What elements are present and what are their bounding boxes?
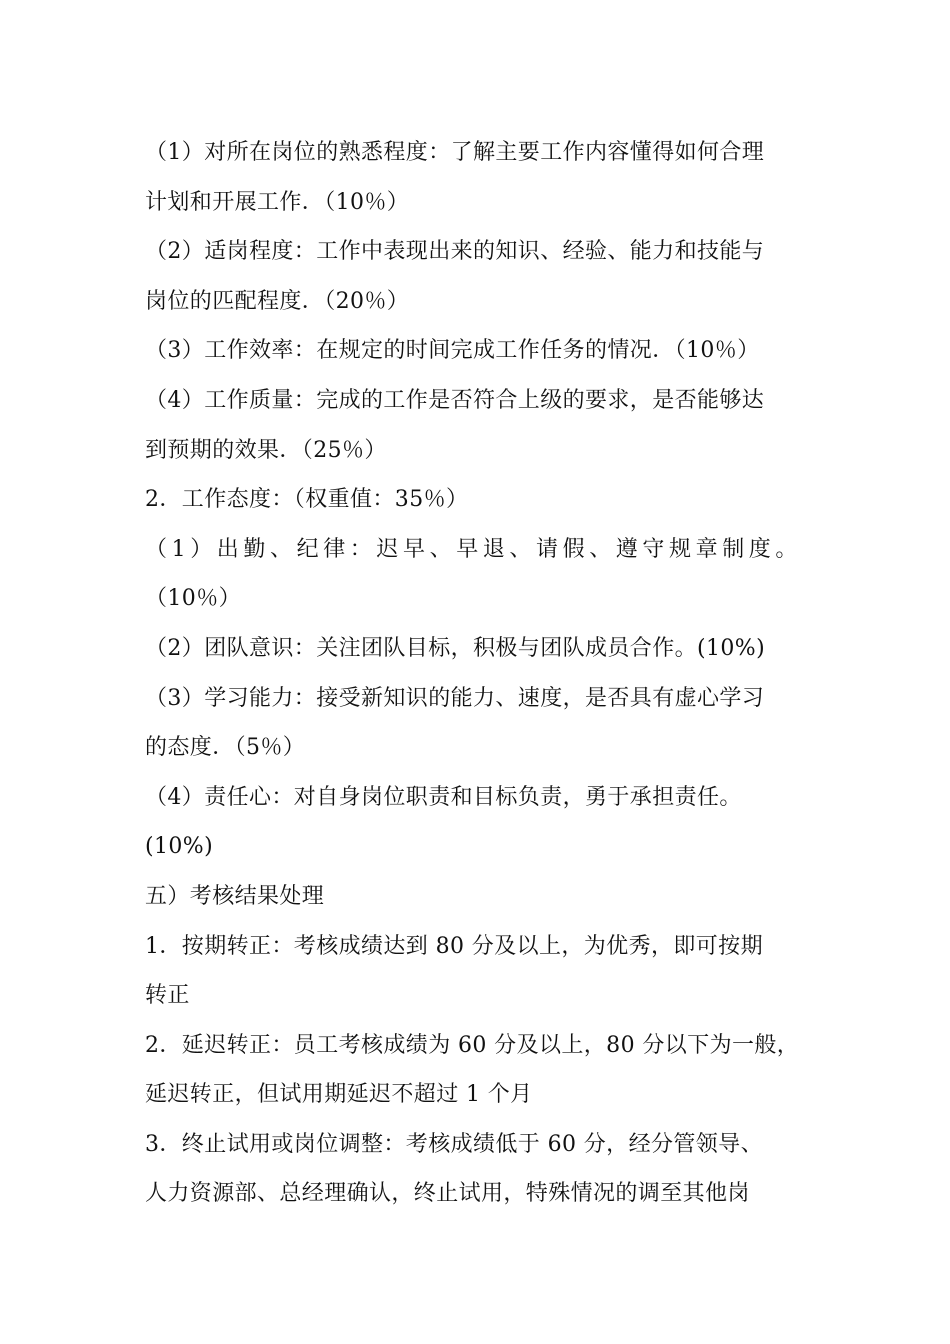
- text-line: 2．延迟转正：员工考核成绩为 60 分及以上，80 分以下为一般，: [145, 1032, 800, 1058]
- text-line: （1）出勤、纪律：迟早、早退、请假、遵守规章制度。: [145, 536, 802, 562]
- text-line: 人力资源部、总经理确认，终止试用，特殊情况的调至其他岗: [145, 1181, 750, 1207]
- text-line: （1）对所在岗位的熟悉程度：了解主要工作内容懂得如何合理: [145, 140, 765, 165]
- text-line: 3．终止试用或岗位调整：考核成绩低于 60 分，经分管领导、: [145, 1131, 763, 1157]
- text-line: 延迟转正，但试用期延迟不超过 1 个月: [145, 1082, 533, 1108]
- text-line: （2）团队意识：关注团队目标，积极与团队成员合作。(10%): [145, 635, 766, 661]
- text-line: (10%): [145, 834, 214, 860]
- text-line: （2）适岗程度：工作中表现出来的知识、经验、能力和技能与: [145, 239, 765, 265]
- text-line: （3）学习能力：接受新知识的能力、速度，是否具有虚心学习: [145, 685, 765, 711]
- text-line: 计划和开展工作．（10％）: [145, 189, 410, 215]
- text-line: （10％）: [145, 586, 241, 612]
- text-line: 转正: [145, 983, 190, 1009]
- section-heading: 五）考核结果处理: [145, 883, 325, 909]
- text-line: 到预期的效果．（25％）: [145, 437, 387, 463]
- section-heading: 2．工作态度：（权重值：35％）: [145, 487, 469, 513]
- text-line: （4）工作质量：完成的工作是否符合上级的要求，是否能够达: [145, 387, 765, 413]
- text-line: 岗位的匹配程度．（20％）: [145, 288, 410, 314]
- text-line: （4）责任心：对自身岗位职责和目标负责，勇于承担责任。: [145, 784, 742, 810]
- document-body: [145, 128, 825, 1219]
- text-line: （3）工作效率：在规定的时间完成工作任务的情况．（10％）: [145, 338, 760, 364]
- text-line: 的态度．（5％）: [145, 735, 306, 761]
- text-line: 1．按期转正：考核成绩达到 80 分及以上，为优秀，即可按期: [145, 933, 763, 959]
